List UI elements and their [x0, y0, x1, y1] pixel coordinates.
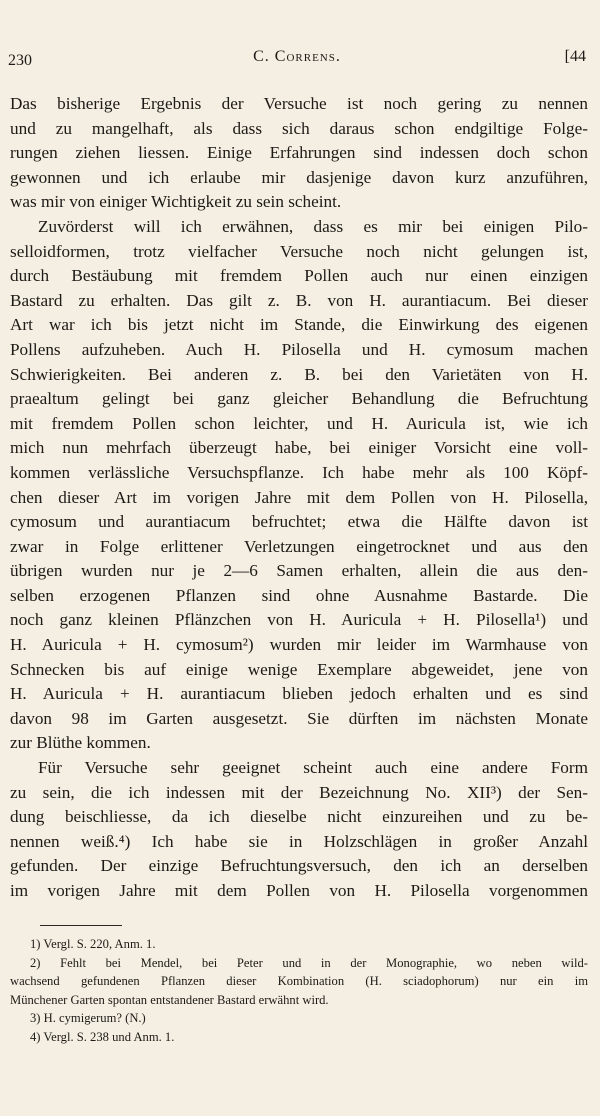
text-line: mich nun mehrfach überzeugt habe, bei einiger Vorsicht eine voll-	[10, 438, 588, 458]
text-line: zwar in Folge erlittener Verletzungen eingetrocknet und aus den	[10, 536, 588, 556]
text-line: selloidformen, trotz vielfacher Versuche noch nicht gelungen ist,	[10, 241, 588, 261]
text-line: Pollens aufzuheben. Auch H. Pilosella und H. cymosum machen	[10, 339, 588, 359]
text-line: zu sein, die ich indessen mit der Bezeichnung No. XII³) der Sen-	[10, 782, 588, 802]
text-line: cymosum und aurantiacum befruchtet; etwa die Hälfte davon ist	[10, 512, 588, 532]
text-line: H. Auricula + H. cymosum²) wurden mir leider im Warmhause von	[10, 635, 588, 655]
text-line: im vorigen Jahre mit dem Pollen von H. Pilosella vorgenommen	[10, 881, 588, 900]
text-line: zur Blüthe kommen.	[10, 733, 151, 753]
text-line: nennen weiß.⁴) Ich habe sie in Holzschlägen in großer Anzahl	[10, 831, 588, 851]
text-line: dung beischliesse, da ich dieselbe nicht einzureihen und zu be-	[10, 807, 588, 827]
text-line: mit fremdem Pollen schon leichter, und H. Auricula ist, wie ich	[10, 413, 588, 433]
text-line: davon 98 im Garten ausgesetzt. Sie dürften im nächsten Monate	[10, 708, 588, 728]
text-line: gefunden. Der einzige Befruchtungsversuch, den ich an derselben	[10, 856, 588, 876]
footnote-divider	[40, 925, 122, 926]
page-number: 230	[8, 52, 32, 69]
section-number: [44	[564, 48, 586, 65]
footnote: 4) Vergl. S. 238 und Anm. 1.	[30, 1029, 175, 1044]
footnotes	[10, 935, 588, 1047]
text-line: übrigen wurden nur je 2—6 Samen erhalten, allein die aus den-	[10, 561, 588, 581]
text-line: durch Bestäubung mit fremdem Pollen auch nur einen einzigen	[10, 266, 588, 286]
footnote: 2) Fehlt bei Mendel, bei Peter und in der Monographie, wo neben wild-	[30, 955, 588, 970]
page-header	[8, 48, 586, 74]
footnote: wachsend gefundenen Pflanzen dieser Kombination (H. sciadophorum) nur ein im	[10, 974, 588, 989]
footnote: 1) Vergl. S. 220, Anm. 1.	[30, 937, 156, 951]
text-line: Für Versuche sehr geeignet scheint auch eine andere Form	[38, 758, 588, 778]
footnote: Münchener Garten spontan entstandener Bastard erwähnt wird.	[10, 992, 329, 1007]
text-line: rungen ziehen liessen. Einige Erfahrungen sind indessen doch schon	[10, 143, 588, 163]
running-head: C. Correns.	[253, 48, 341, 65]
text-line: was mir von einiger Wichtigkeit zu sein scheint.	[10, 192, 342, 212]
text-line: und zu mangelhaft, als dass sich daraus schon endgiltige Folge-	[10, 118, 588, 138]
text-line: Art war ich bis jetzt nicht im Stande, die Einwirkung des eigenen	[10, 315, 588, 335]
text-line: Bastard zu erhalten. Das gilt z. B. von H. aurantiacum. Bei dieser	[10, 290, 588, 310]
text-line: kommen verlässliche Versuchspflanze. Ich habe mehr als 100 Köpf-	[10, 462, 588, 482]
text-line: chen dieser Art im vorigen Jahre mit dem Pollen von H. Pilosella,	[10, 487, 588, 507]
text-line: gewonnen und ich erlaube mir dasjenige davon kurz anzuführen,	[10, 167, 588, 187]
body-text	[10, 92, 588, 904]
text-line: Schnecken bis auf einige wenige Exemplare abgeweidet, jene von	[10, 659, 588, 679]
text-line: Zuvörderst will ich erwähnen, dass es mir bei einigen Pilo-	[38, 216, 588, 236]
text-line: Das bisherige Ergebnis der Versuche ist noch gering zu nennen	[10, 94, 588, 113]
text-line: selben erzogenen Pflanzen sind ohne Ausnahme Bastarde. Die	[10, 585, 588, 605]
text-line: praealtum gelingt bei ganz gleicher Behandlung die Befruchtung	[10, 389, 588, 409]
text-line: Schwierigkeiten. Bei anderen z. B. bei den Varietäten von H.	[10, 364, 588, 384]
text-line: H. Auricula + H. aurantiacum blieben jedoch erhalten und es sind	[10, 684, 588, 704]
text-line: noch ganz kleinen Pflänzchen von H. Auricula + H. Pilosella¹) und	[10, 610, 588, 630]
footnote: 3) H. cymigerum? (N.)	[30, 1011, 146, 1026]
